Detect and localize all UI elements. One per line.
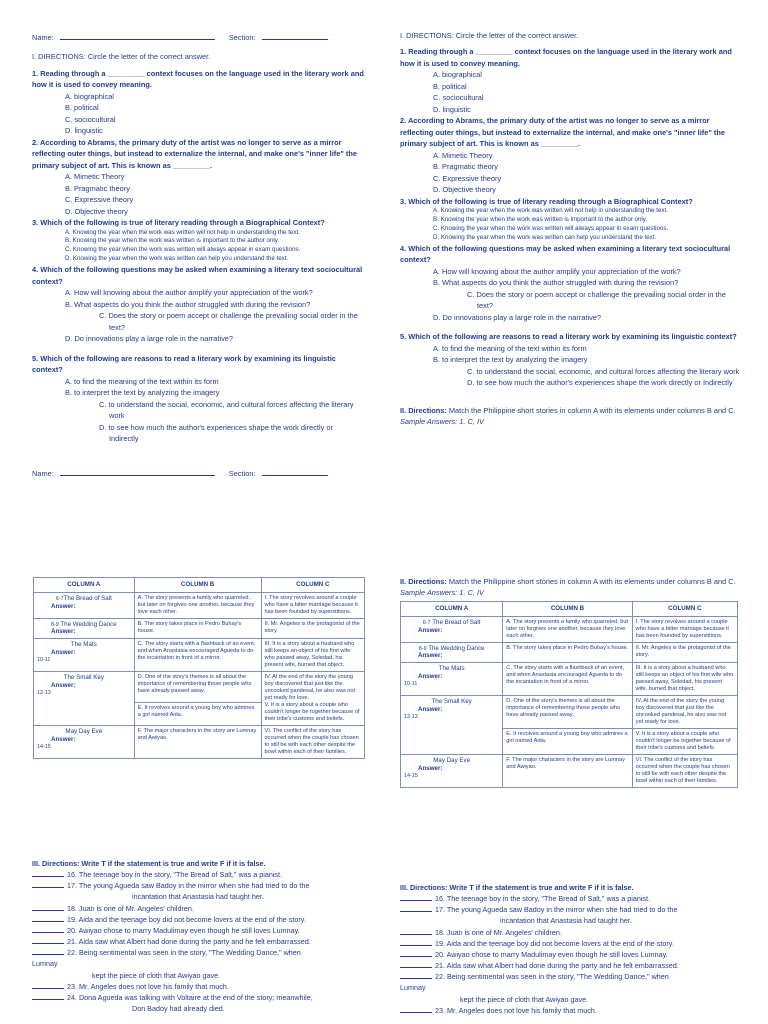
column-c-cell: II. Mr. Angeles is the protagonist of the story. <box>261 618 364 639</box>
question-2-stem: 2. According to Abrams, the primary duty of the artist was no longer to serve as a mirror reflecting outer things, but instead to externalize the internal, and make one's "inner life" the primary subject of art. This is known as _________. <box>32 137 357 170</box>
option[interactable]: A. How will knowing about the author amplify your appreciation of the work? <box>433 266 681 276</box>
option[interactable]: B. What aspects do you think the author struggled with during the revision? <box>65 299 311 309</box>
table-header-row <box>401 602 738 617</box>
part1-directions: I. DIRECTIONS: Circle the letter of the correct answer. <box>400 31 579 40</box>
column-c-cell: IV. At the end of the story the young boy discovered that just like the uncooked pandesal, he also was not yet ready for love. V. It is a story about a couple who couldn't longer be together because of their tribe's customs and beliefs. <box>261 672 364 726</box>
question-5-stem: 5. Which of the following are reasons to read a literary work by examining its linguistic context? <box>400 332 737 342</box>
option[interactable]: B. Pragmatic theory <box>433 162 498 172</box>
column-a-cell: The Small Key Answer: 12-13 <box>401 696 503 755</box>
answer-blank[interactable] <box>400 905 432 912</box>
column-b-cell: E. It revolves around a young boy who admires a girl named Aida. <box>503 729 632 755</box>
tf-item-continued: Lumnay <box>400 983 426 993</box>
option[interactable]: D. to see how much the author's experiences shape the work directly or Indirectly <box>467 378 733 388</box>
table-row <box>34 592 365 618</box>
option[interactable]: B. What aspects do you think the author struggled with during the revision? <box>433 278 679 288</box>
option[interactable]: C. Knowing the year when the work was written will always appear in exam questions. <box>433 225 669 232</box>
tf-item-continued: kept the piece of cloth that Awiyao gave. <box>460 994 589 1004</box>
question-1-stem: 1. Reading through a _________ context focuses on the language used in the literary work and how it is used to convey meaning. <box>32 68 364 90</box>
part3-left <box>32 858 368 1014</box>
matching-table-right <box>400 601 738 788</box>
option[interactable]: C. Knowing the year when the work was written will always appear in exam questions. <box>65 246 301 254</box>
question-5-stem: 5. Which of the following are reasons to read a literary work by examining its linguistic context? <box>32 353 336 375</box>
question-3-options <box>65 229 364 265</box>
answer-blank[interactable] <box>400 972 432 979</box>
option[interactable]: A. How will knowing about the author amplify your appreciation of the work? <box>65 288 313 298</box>
question-1-options <box>433 69 740 115</box>
answer-blank[interactable] <box>400 1006 432 1013</box>
column-c-cell: II. Mr. Angeles is the protagonist of the story. <box>632 642 737 663</box>
tf-item-continued: incantation that Anastasia had taught her. <box>500 916 632 926</box>
option[interactable]: C. to understand the social, economic, and cultural forces affecting the literary work <box>99 399 354 421</box>
tf-item-continued: Don Badoy had already died. <box>132 1004 225 1014</box>
table-row <box>401 696 738 729</box>
tf-item: 16. The teenage boy in the story, "The Bread of Salt," was a pianist. <box>32 869 368 880</box>
column-header: COLUMN A <box>401 602 503 617</box>
question-2-stem: 2. According to Abrams, the primary duty of the artist was no longer to serve as a mirror reflecting outer things, but instead to externalize the internal, and make one's "inner life" the primary subject of art. This is known as _________. <box>400 116 725 149</box>
column-a-cell: The Mats Answer: 10-11 <box>401 663 503 696</box>
table-row <box>34 618 365 639</box>
column-b-cell: D. One of the story's themes is all about the importance of remembering those people who have already passed away. <box>503 696 632 729</box>
name-section-header <box>32 32 364 43</box>
option[interactable]: A. biographical <box>65 91 114 101</box>
table-row <box>34 726 365 759</box>
answer-blank[interactable] <box>32 870 64 877</box>
option[interactable]: B. Knowing the year when the work was written is important to the author only. <box>65 237 280 245</box>
answer-blank[interactable] <box>400 894 432 901</box>
section-label: Section: <box>228 469 256 479</box>
column-b-cell: E. It revolves around a young boy who admires a girl named Aida. <box>134 703 261 726</box>
column-header: COLUMN C <box>261 578 364 593</box>
name-section-header-2 <box>32 468 364 479</box>
part2-directions-right: II. Directions: Match the Philippine short stories in column A with its elements under columns B and C. Sample Answers: 1. C, IV <box>400 577 736 598</box>
table-row <box>34 672 365 703</box>
answer-blank[interactable] <box>32 982 64 989</box>
column-b-cell: F. The major characters in the story are Lumnay and Awiyao. <box>134 726 261 759</box>
question-3-options <box>433 207 740 243</box>
name-label: Name: <box>32 33 54 42</box>
question-4-options <box>65 287 364 344</box>
name-field[interactable] <box>60 468 215 476</box>
column-b-cell: B. The story takes place in Pedro Buhay's house. <box>134 618 261 639</box>
question-5-options <box>65 376 364 445</box>
column-b-cell: C. The story starts with a flashback of an event, and when Anastasia encouraged Agueda to do the incantation in front of a mirror. <box>503 663 632 696</box>
option[interactable]: D. Objective theory <box>65 206 128 216</box>
part2-directions <box>400 405 740 428</box>
column-c-cell: I. The story revolves around a couple who have a bitter marriage because it has been founded by superstitions. <box>261 592 364 618</box>
question-5-options <box>433 343 740 389</box>
option[interactable]: A. Knowing the year when the work was written will not help in understanding the text. <box>433 207 668 215</box>
answer-blank[interactable] <box>400 950 432 957</box>
option[interactable]: A. Knowing the year when the work was written will not help in understanding the text. <box>65 228 300 236</box>
column-c-cell: VI. The conflict of the story has occurred when the couple has chosen to still be with each other despite the bowl within each of their families. <box>261 726 364 759</box>
option[interactable]: C. Does the story or poem accept or challenge the prevailing social order in the text? <box>467 289 726 311</box>
tf-item: 20. Awiyao chose to marry Madulimay even though he still loves Lumnay. <box>32 925 368 936</box>
option[interactable]: C. Does the story or poem accept or challenge the prevailing social order in the text? <box>99 311 358 332</box>
column-a-cell: The Small Key Answer: 12-13 <box>34 672 135 726</box>
left-page <box>32 32 364 488</box>
column-b-cell: B. The story takes place in Pedro Buhay's house. <box>503 642 632 663</box>
question-2-options <box>433 150 740 196</box>
question-4-stem: 4. Which of the following questions may be asked when examining a literary text sociocultural context? <box>400 243 731 265</box>
column-a-cell: May Day Eve Answer: 14-15 <box>34 726 135 759</box>
answer-blank[interactable] <box>32 948 64 955</box>
table-row <box>401 663 738 696</box>
option[interactable]: A. Mimetic Theory <box>65 172 125 182</box>
tf-item: 19. Aida and the teenage boy did not become lovers at the end of the story. <box>400 938 740 949</box>
tf-item: 23. Mr. Angeles does not love his family that much. <box>32 981 368 992</box>
column-header: COLUMN C <box>632 602 737 617</box>
tf-item: 20. Awiyao chose to marry Madulimay even though he still loves Lumnay. <box>400 949 740 960</box>
option[interactable]: A. to find the meaning of the text within its form <box>65 376 219 386</box>
column-a-cell: 8-9 The Wedding Dance Answer: <box>401 642 503 663</box>
question-1-stem: 1. Reading through a _________ context focuses on the language used in the literary work and how it is used to convey meaning. <box>400 47 732 68</box>
column-a-cell: 6-7 The Bread of Salt Answer: <box>401 616 503 642</box>
option[interactable]: D. Objective theory <box>433 185 496 195</box>
column-a-cell: 6-7The Bread of Salt Answer: <box>34 592 135 618</box>
tf-item: 22. Being sentimental was seen in the story, "The Wedding Dance," when <box>32 947 368 958</box>
tf-item: 22. Being sentimental was seen in the story, "The Wedding Dance," when <box>400 971 740 982</box>
part3-directions: III. Directions: Write T if the statement is true and write F if it is false. <box>32 859 266 868</box>
option[interactable]: C. Expressive theory <box>433 173 502 183</box>
column-b-cell: C. The story starts with a flashback of an event, and when Anastasia encouraged Agueda to do the incantation in front of a mirror. <box>134 639 261 672</box>
answer-blank[interactable] <box>400 961 432 968</box>
matching-table-left <box>33 577 365 759</box>
table-row <box>401 642 738 663</box>
section-field[interactable] <box>262 468 328 476</box>
option[interactable]: D. to see how much the author's experiences shape the work directly or Indirectly <box>99 422 333 443</box>
question-2-options <box>65 171 364 217</box>
option[interactable]: C. to understand the social, economic, and cultural forces affecting the literary work <box>467 366 740 376</box>
right-page <box>400 30 740 428</box>
option[interactable]: C. sociocultural <box>433 93 484 103</box>
answer-blank[interactable] <box>32 904 64 911</box>
option[interactable]: B. to interpret the text by analyzing the imagery <box>65 388 220 398</box>
question-4-stem: 4. Which of the following questions may be asked when examining a literary text sociocultural context? <box>32 265 363 286</box>
part3-right <box>400 882 740 1016</box>
column-a-cell: The Mats Answer: 10-11 <box>34 639 135 672</box>
tf-item: 16. The teenage boy in the story, "The Bread of Salt," was a pianist. <box>400 893 740 904</box>
column-a-cell: 8-9 The Wedding Dance Answer: <box>34 618 135 639</box>
column-header: COLUMN B <box>503 602 632 617</box>
tf-item: 21. Aida saw what Albert had done during the party and he felt embarrassed. <box>400 960 740 971</box>
part2-directions-lead: II. Directions: <box>400 405 447 415</box>
answer-blank[interactable] <box>400 939 432 946</box>
question-3-stem: 3. Which of the following is true of literary reading through a Biographical Context? <box>32 218 325 228</box>
part3-directions: III. Directions: Write T if the statement is true and write F if it is false. <box>400 883 634 892</box>
option[interactable]: B. Knowing the year when the work was written is important to the author only. <box>433 216 648 224</box>
answer-blank[interactable] <box>400 928 432 935</box>
column-b-cell: A. The story presents a family who quarreled, but later on forgives one another, because they love each other. <box>134 592 261 618</box>
option[interactable]: B. political <box>433 81 467 91</box>
tf-item: 19. Aida and the teenage boy did not become lovers at the end of the story. <box>32 914 368 925</box>
column-b-cell: D. One of the story's themes is all about the importance of remembering those people who have already passed away. <box>134 672 261 703</box>
option[interactable]: A. biographical <box>433 70 482 80</box>
name-label: Name: <box>32 469 54 479</box>
tf-item: 17. The young Agueda saw Badoy in the mirror when she had tried to do the <box>400 904 740 915</box>
section-label: Section: <box>228 33 256 42</box>
question-4-options <box>433 266 740 323</box>
tf-item-continued: kept the piece of cloth that Awiyao gave. <box>92 970 221 980</box>
option[interactable]: D. Knowing the year when the work was written can help you understand the text. <box>433 233 657 241</box>
option[interactable]: D. linguistic <box>433 104 471 114</box>
option[interactable]: B. Pragmatic theory <box>65 183 130 193</box>
column-header: COLUMN A <box>34 578 135 593</box>
name-field[interactable] <box>60 32 215 40</box>
tf-item-continued: incantation that Anastasia had taught her. <box>132 892 264 902</box>
table-row <box>401 616 738 642</box>
tf-item: 17. The young Agueda saw Badoy in the mirror when she had tried to do the <box>32 880 368 891</box>
answer-blank[interactable] <box>32 915 64 922</box>
column-c-cell: V. It is a story about a couple who couldn't longer be together because of their tribe's customs and beliefs. <box>632 729 737 755</box>
option[interactable]: B. to interpret the text by analyzing the imagery <box>433 355 588 365</box>
option[interactable]: D. Knowing the year when the work was written can help you understand the text. <box>65 255 289 263</box>
option[interactable]: D. Do innovations play a large role in the narrative? <box>433 312 602 322</box>
column-c-cell: I. The story revolves around a couple who have a bitter marriage because it has been founded by superstitions. <box>632 616 737 642</box>
tf-item: 21. Aida saw what Albert had done during the party and he felt embarrassed. <box>32 936 368 947</box>
column-c-cell: III. It is a story about a husband who still keeps an object of his first wife who passed away, Soledad, his present wife, burned that object. <box>632 663 737 696</box>
tf-item: 18. Juan is one of Mr. Angeles' children. <box>32 903 368 914</box>
option[interactable]: C. sociocultural <box>65 114 116 124</box>
question-3-stem: 3. Which of the following is true of literary reading through a Biographical Context? <box>400 196 693 206</box>
column-c-cell: IV. At the end of the story the young boy discovered that just like the uncooked pandesal, he also was not yet ready for love. <box>632 696 737 729</box>
table-header-row <box>34 578 365 593</box>
tf-item: 18. Juan is one of Mr. Angeles' children. <box>400 927 740 938</box>
option[interactable]: C. Expressive theory <box>65 195 134 205</box>
answer-blank[interactable] <box>32 881 64 888</box>
part2-sample: Sample Answers: 1. C, IV <box>400 417 484 427</box>
option[interactable]: D. linguistic <box>65 126 103 136</box>
table-row <box>401 755 738 788</box>
answer-blank[interactable] <box>32 926 64 933</box>
part1-directions: I. DIRECTIONS: Circle the letter of the correct answer. <box>32 52 211 62</box>
tf-item: 24. Dona Agueda was talking with Voltaire at the end of the story; meanwhile, <box>32 992 368 1003</box>
column-c-cell: VI. The conflict of the story has occurred when the couple has chosen to still be with each other despite the bowl within each of their families. <box>632 755 737 788</box>
column-b-cell: A. The story presents a family who quarreled, but later on forgives one another, because they love each other. <box>503 616 632 642</box>
question-1-options <box>65 91 364 137</box>
tf-item-continued: Lumnay <box>32 959 58 969</box>
option[interactable]: A. Mimetic Theory <box>433 150 493 160</box>
column-header: COLUMN B <box>134 578 261 593</box>
answer-blank[interactable] <box>32 937 64 944</box>
answer-blank[interactable] <box>32 993 64 1000</box>
option[interactable]: B. political <box>65 103 99 113</box>
tf-item: 23. Mr. Angeles does not love his family that much. <box>400 1005 740 1016</box>
table-row <box>34 639 365 672</box>
column-b-cell: F. The major characters in the story are Lumnay and Awiyao. <box>503 755 632 788</box>
option[interactable]: D. Do innovations play a large role in the narrative? <box>65 334 234 344</box>
column-c-cell: III. It is a story about a husband who still keeps an object of his first wife who passed away, Soledad, his present wife, burned that object. <box>261 639 364 672</box>
section-field[interactable] <box>262 32 328 40</box>
column-a-cell: May Day Eve Answer: 14-15 <box>401 755 503 788</box>
part2-directions-body: Match the Philippine short stories in column A with its elements under columns B and C. <box>446 405 736 415</box>
option[interactable]: A. to find the meaning of the text within its form <box>433 343 587 353</box>
